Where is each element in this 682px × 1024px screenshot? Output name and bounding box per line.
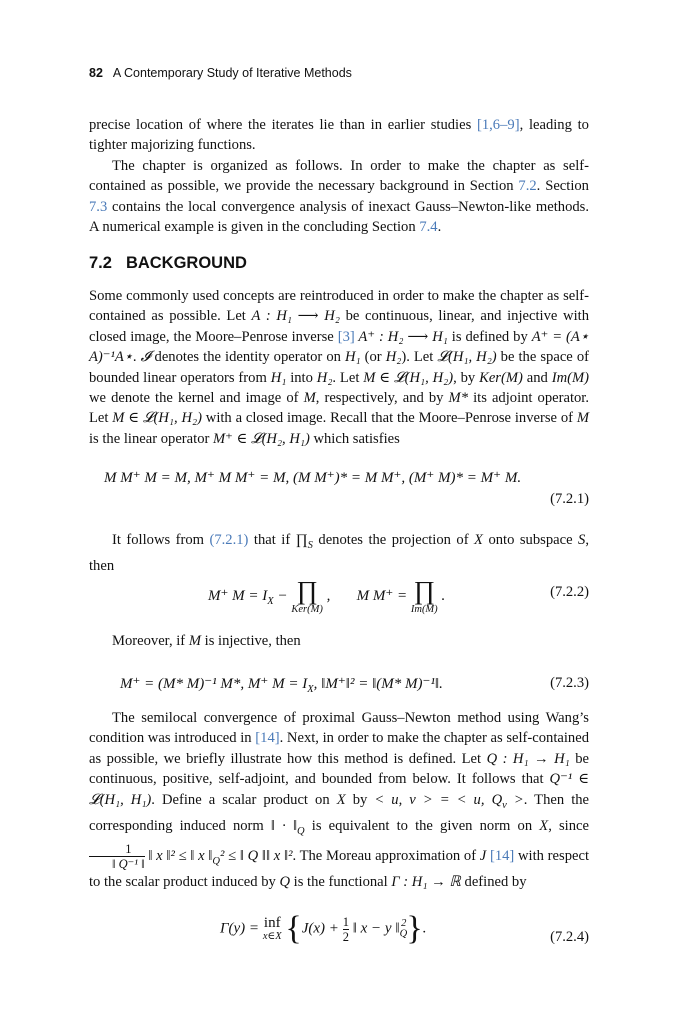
- equation-number: (7.2.2): [550, 584, 589, 600]
- equation-number: (7.2.4): [550, 929, 589, 945]
- citation-link[interactable]: [14]: [255, 730, 280, 747]
- moreover-line: Moreover, if M is injective, then: [112, 633, 301, 649]
- equation-7-2-4: Γ(y) = inf x∈X {J(x) + $\frac{1}{2}$ ‖ x − y $‖_Q^2$}.: [220, 910, 427, 947]
- section-link[interactable]: 7.4: [419, 219, 438, 236]
- intro-paragraph-2: The chapter is organized as follows. In order to make the chapter as self-contained as possible, we provide the necessary background in Section 7.2. Section 7.3 contains the local convergence analysis of inexact Gauss–Newton-like methods. A numerical example is given in the concluding Section 7.4.: [89, 157, 589, 236]
- equation-7-2-3: M⁺ = (M* M)⁻¹ M*, M⁺ $M = I_X$, ‖M⁺‖² = ‖(M* M)⁻¹‖.: [120, 676, 443, 695]
- section-heading: 7.2 BACKGROUND: [89, 254, 247, 272]
- equation-7-2-2: M⁺ $M = I_X$ − ∏ Ker(M) , M M⁺ = ∏ Im(M) .: [208, 576, 446, 615]
- semilocal-paragraph: The semilocal convergence of proximal Gauss–Newton method using Wang’s condition was introduced in [14]. Next, in order to make the chapter as self-contained as possible, we briefly illustrate how this method is defined. Let Q : H₁ → H₁ be continuous, positive, self-adjoint, and bounded from below. It follows that Q⁻¹ ∈ 𝓛(H₁, H₁). Define a scalar product on X by < u, v > = < u, $Q_v$ >. Then the corresponding induced norm ‖ · $‖_Q$ is equivalent to the given norm on X, since $\frac{1}{\text{‖ Q⁻¹ ‖}}$ ‖ x ‖² ≤ ‖ x $‖_Q^2$ ≤ ‖ Q ‖‖ x ‖². The Moreau approximation of J [14] with respect to the scalar product induced by Q is the functional Γ : H₁ → ℝ defined by: [89, 710, 590, 891]
- equation-link[interactable]: (7.2.1): [209, 532, 249, 548]
- section-link[interactable]: 7.2: [518, 178, 537, 195]
- section-link[interactable]: 7.3: [89, 198, 108, 215]
- citation-link[interactable]: [1,6–9]: [477, 117, 520, 133]
- intro-paragraphs: [89, 115, 589, 237]
- equation-number: (7.2.3): [550, 675, 589, 691]
- intro-paragraph-1: precise location of where the iterates lie than in earlier studies [1,6–9], leading to tighter majorizing functions.: [89, 117, 589, 154]
- equation-7-2-1: M M⁺ M = M, M⁺ M M⁺ = M, (M M⁺)* = M M⁺, (M⁺ M)* = M⁺ M.: [104, 470, 522, 486]
- citation-link[interactable]: [14]: [486, 848, 515, 865]
- page-number: 82: [89, 66, 103, 80]
- equation-number: (7.2.1): [550, 491, 589, 507]
- running-header: [89, 66, 352, 80]
- fraction: $\frac{1}{\text{‖ Q⁻¹ ‖}}$: [89, 842, 145, 871]
- projection-paragraph: It follows from (7.2.1) that if $\prod_S$ denotes the projection of X onto subspace S, then: [89, 532, 589, 575]
- running-title: A Contemporary Study of Iterative Methods: [112, 66, 352, 80]
- citation-link[interactable]: [3]: [337, 328, 355, 345]
- background-paragraph: Some commonly used concepts are reintroduced in order to make the chapter as self-contained as possible. Let A : H₁ ⟶ H₂ be continuous, linear, and injective with closed image, the Moore–Penrose inverse [3] A⁺ : H₂ ⟶ H₁ is defined by A⁺ = (A⋆ A)⁻¹A⋆. 𝓘 denotes the identity operator on H₁ (or H₂). Let 𝓛(H₁, H₂) be the space of bounded linear operators from H₁ into H₂. Let M ∈ 𝓛(H₁, H₂), by Ker(M) and Im(M) we denote the kernel and image of M, respectively, and by M* its adjoint operator. Let M ∈ 𝓛(H₁, H₂) with a closed image. Recall that the Moore–Penrose inverse of M is the linear operator M⁺ ∈ 𝓛(H₂, H₁) which satisfies: [89, 288, 589, 447]
